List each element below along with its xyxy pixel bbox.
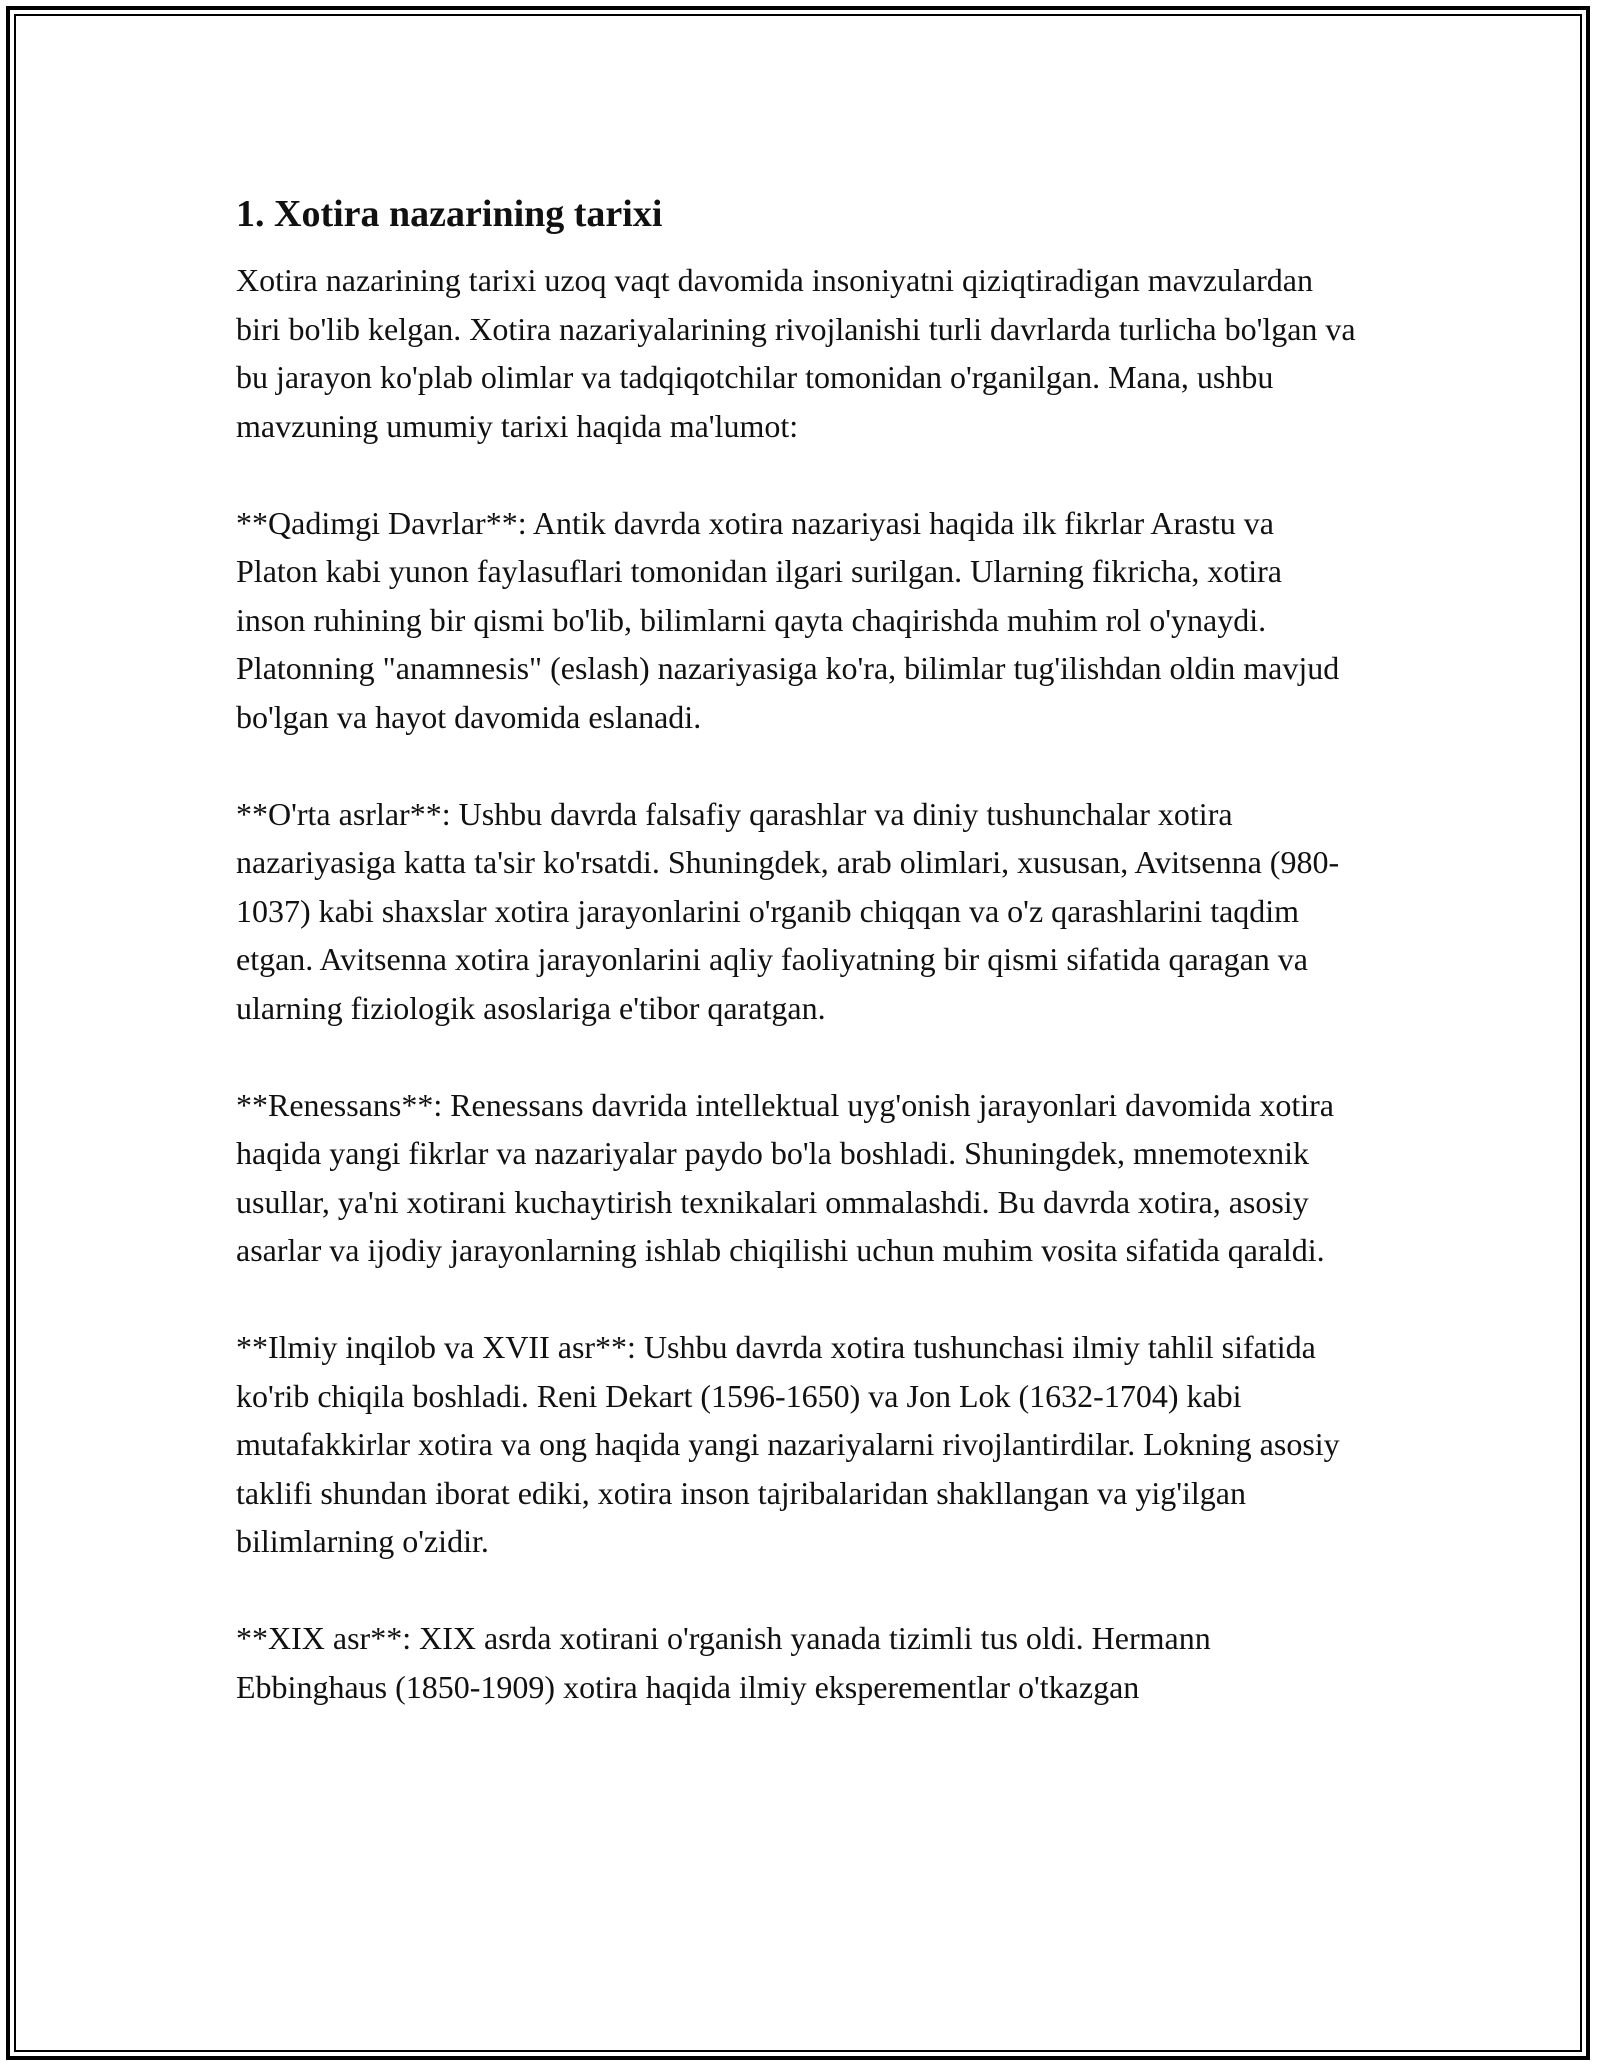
- section-heading: 1. Xotira nazarining tarixi: [236, 193, 663, 235]
- paragraph-renaissance: **Renessans**: Renessans davrida intellektual uyg'onish jarayonlari davomida xotira haqida yangi fikrlar va nazariyalar paydo bo'la boshladi. Shuningdek, mnemotexnik usullar, ya'ni xotirani kuchaytirish texnikalari ommalashdi. Bu davrda xotira, asosiy asarlar va ijodiy jarayonlarning ishlab chiqilishi uchun muhim vosita sifatida qaraldi.: [236, 1086, 1334, 1268]
- paragraph-ancient: **Qadimgi Davrlar**: Antik davrda xotira nazariyasi haqida ilk fikrlar Arastu va Platon kabi yunon faylasuflari tomonidan ilgari surilgan. Ularning fikricha, xotira inson ruhining bir qismi bo'lib, bilimlarni qayta chaqirishda muhim rol o'ynaydi. Platonning "anamnesis" (eslash) nazariyasiga ko'ra, bilimlar tug'ilishdan oldin mavjud bo'lgan va hayot davomida eslanadi.: [236, 504, 1340, 735]
- paragraph-middle-ages: **O'rta asrlar**: Ushbu davrda falsafiy qarashlar va diniy tushunchalar xotira nazariyasiga katta ta'sir ko'rsatdi. Shuningdek, arab olimlari, xususan, Avitsenna (980-1037) kabi shaxslar xotira jarayonlarini o'rganib chiqqan va o'z qarashlarini taqdim etgan. Avitsenna xotira jarayonlarini aqliy faoliyatning bir qismi sifatida qaragan va ularning fiziologik asoslariga e'tibor qaratgan.: [236, 795, 1340, 1026]
- document-body: [236, 186, 1356, 1760]
- paragraph-nineteenth-century: **XIX asr**: XIX asrda xotirani o'rganish yanada tizimli tus oldi. Hermann Ebbinghaus (1850-1909) xotira haqida ilmiy eksperementlar o'tkazgan: [236, 1620, 1211, 1705]
- paragraph-intro: Xotira nazarining tarixi uzoq vaqt davomida insoniyatni qiziqtiradigan mavzulardan biri bo'lib kelgan. Xotira nazariyalarining rivojlanishi turli davrlarda turlicha bo'lgan va bu jarayon ko'plab olimlar va tadqiqotchilar tomonidan o'rganilgan. Mana, ushbu mavzuning umumiy tarixi haqida ma'lumot:: [236, 262, 1356, 444]
- paragraph-scientific-revolution: **Ilmiy inqilob va XVII asr**: Ushbu davrda xotira tushunchasi ilmiy tahlil sifatida ko'rib chiqila boshladi. Reni Dekart (1596-1650) va Jon Lok (1632-1704) kabi mutafakkirlar xotira va ong haqida yangi nazariyalarni rivojlantirdilar. Lokning asosiy taklifi shundan iborat ediki, xotira inson tajribalaridan shakllangan va yig'ilgan bilimlarning o'zidir.: [236, 1329, 1340, 1559]
